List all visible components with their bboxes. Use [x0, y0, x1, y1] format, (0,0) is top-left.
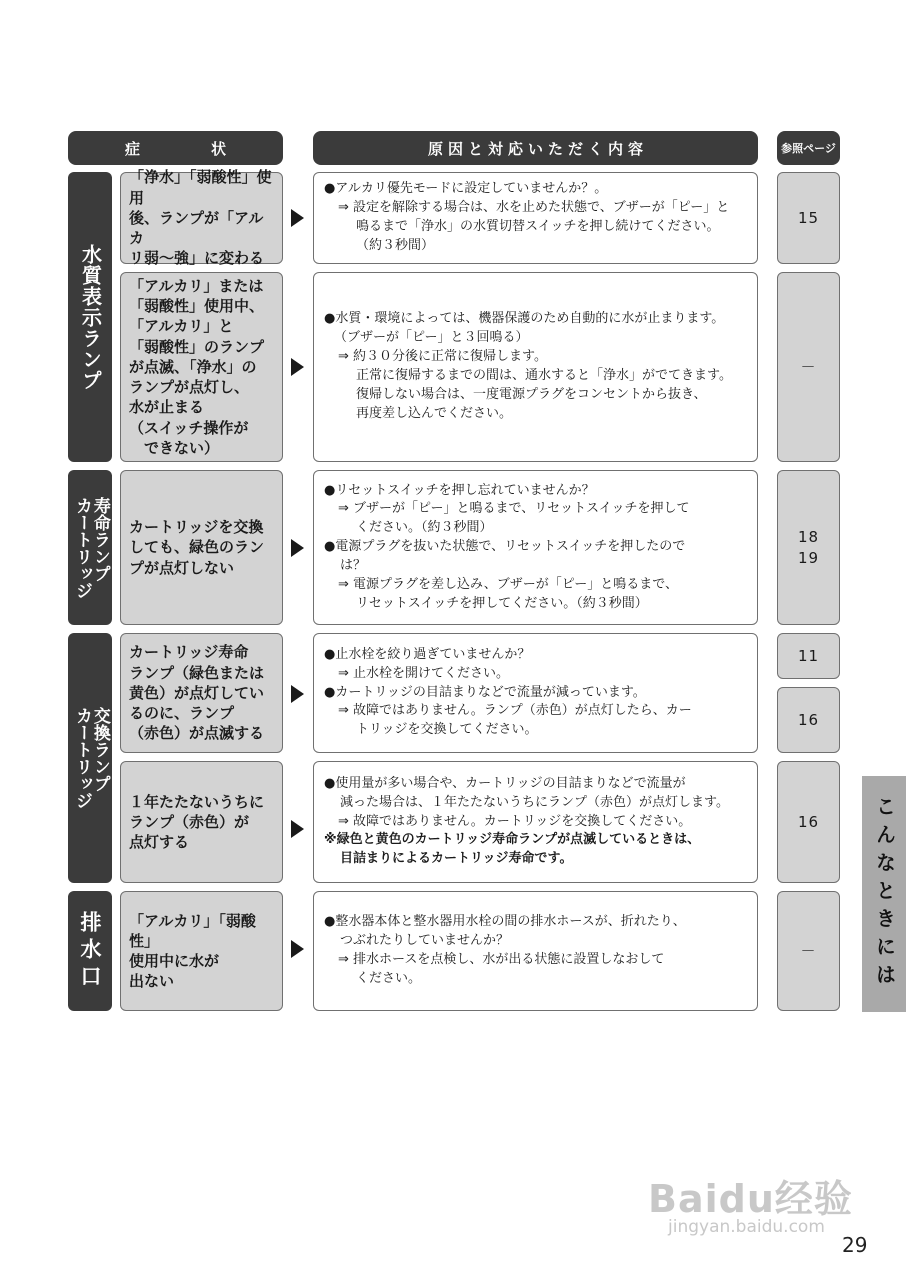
cause-line: ●リセットスイッチを押し忘れていませんか？	[324, 482, 595, 498]
ref-page-cell	[777, 761, 840, 883]
ref-page-number: 18	[797, 527, 820, 546]
cause-line: は？	[340, 557, 367, 573]
symptom-cell: 「浄水」「弱酸性」使用 後、ランプが「アルカ リ弱～強」に変わる	[120, 172, 283, 264]
cause-note: 目詰まりによるカートリッジ寿命です。	[340, 851, 573, 867]
header-cause-label: 原因と対応いただく内容	[427, 139, 648, 158]
cause-line: つぶれたりしていませんか？	[340, 933, 510, 949]
cause-line: ⇒ ブザーが「ピー」と鳴るまで、リセットスイッチを押して	[338, 501, 690, 517]
cause-line: ●電源プラグを抜いた状態で、リセットスイッチを押したので	[324, 539, 686, 555]
arrow-icon	[291, 539, 304, 557]
ref-page-cell	[777, 470, 840, 625]
arrow-icon	[291, 358, 304, 376]
cause-cell	[313, 891, 758, 1011]
header-symptom	[68, 131, 283, 165]
ref-page-number: －	[800, 357, 817, 376]
category-label: 排水口	[78, 910, 103, 992]
cause-line: ⇒ 排水ホースを点検し、水が出る状態に設置しなおして	[338, 952, 665, 967]
cause-line: ●使用量が多い場合や、カートリッジの目詰まりなどで流量が	[324, 775, 686, 791]
ref-page-cell	[777, 687, 840, 753]
ref-page-cell	[777, 272, 840, 462]
cause-line: 再度差し込んでください。	[356, 405, 513, 421]
ref-page-number: －	[800, 941, 817, 960]
category-cartridge-replace-lamp	[68, 633, 112, 883]
cause-line: 正常に復帰するまでの間は、通水すると「浄水」がでてきます。	[356, 368, 732, 383]
category-label: 水質表示ランプ	[78, 243, 103, 391]
arrow-icon	[291, 820, 304, 838]
cause-line: ●水質・環境によっては、機器保護のため自動的に水が止まります。	[324, 311, 725, 327]
watermark-url: jingyan.baidu.com	[668, 1217, 825, 1237]
cause-line: ●止水栓を絞り過ぎていませんか？	[324, 646, 531, 662]
ref-page-number: 11	[797, 646, 820, 665]
category-drain-outlet	[68, 891, 112, 1011]
symptom-cell: 「アルカリ」「弱酸性」 使用中に水が 出ない	[120, 891, 283, 1011]
ref-page-number: 15	[797, 208, 820, 227]
category-label: 寿命ランプ カートリッジ	[72, 496, 110, 599]
header-ref-label: 参照ページ	[781, 142, 836, 155]
cause-line: ⇒ 故障ではありません。カートリッジを交換してください。	[338, 813, 692, 829]
ref-page-cell	[777, 891, 840, 1011]
cause-line: ⇒ 止水栓を開けてください。	[338, 665, 510, 681]
cause-cell	[313, 470, 758, 625]
page-number: 29	[842, 1233, 868, 1257]
header-ref	[777, 131, 840, 165]
cause-line: ください。（約３秒間）	[356, 520, 493, 536]
header-symptom-label: 症 状	[124, 139, 254, 158]
side-index-tab-label: こんなときには	[872, 796, 897, 992]
ref-page-number: 16	[797, 812, 820, 831]
cause-line: ⇒ 設定を解除する場合は、水を止めた状態で、ブザーが「ピー」と	[338, 200, 730, 216]
cause-cell	[313, 761, 758, 883]
cause-line: 復帰しない場合は、一度電源プラグをコンセントから抜き、	[356, 386, 707, 402]
ref-page-cell	[777, 633, 840, 679]
cause-line: ⇒ 電源プラグを差し込み、ブザーが「ピー」と鳴るまで、	[338, 576, 679, 592]
cause-line: ●アルカリ優先モードに設定していませんか？。	[324, 181, 608, 197]
category-water-quality-lamp	[68, 172, 112, 462]
cause-cell	[313, 633, 758, 753]
cause-line: 鳴るまで「浄水」の水質切替スイッチを押し続けてください。	[356, 219, 720, 234]
cause-line: ⇒ 故障ではありません。ランプ（赤色）が点灯したら、カー	[338, 703, 692, 719]
category-cartridge-life-lamp	[68, 470, 112, 625]
header-cause	[313, 131, 758, 165]
cause-line: 減った場合は、１年たたないうちにランプ（赤色）が点灯します。	[340, 794, 729, 810]
cause-line: ください。	[356, 970, 422, 986]
cause-line: （ブザーが「ピー」と３回鳴る）	[334, 330, 529, 346]
cause-cell	[313, 172, 758, 264]
cause-line: ●整水器本体と整水器用水栓の間の排水ホースが、折れたり、	[324, 914, 686, 930]
cause-line: リセットスイッチを押してください。（約３秒間）	[356, 595, 648, 611]
arrow-icon	[291, 940, 304, 958]
cause-note: ※緑色と黄色のカートリッジ寿命ランプが点滅しているときは、	[324, 832, 701, 848]
cause-line: （約３秒間）	[356, 237, 435, 253]
ref-page-number: 16	[797, 710, 820, 729]
symptom-cell: 「アルカリ」または 「弱酸性」使用中、 「アルカリ」と 「弱酸性」のランプ が点滅、「浄水」の ランプが点灯し、 水が止まる （スイッチ操作が できない）	[120, 272, 283, 462]
cause-cell	[313, 272, 758, 462]
symptom-cell: １年たたないうちに ランプ（赤色）が 点灯する	[120, 761, 283, 883]
cause-line: ⇒ 約３０分後に正常に復帰します。	[338, 349, 547, 365]
symptom-cell: カートリッジ寿命 ランプ（緑色または 黄色）が点灯してい るのに、ランプ （赤色）が点滅する	[120, 633, 283, 753]
side-index-tab	[862, 776, 906, 1012]
arrow-icon	[291, 209, 304, 227]
cause-line: トリッジを交換してください。	[356, 722, 538, 738]
ref-page-cell	[777, 172, 840, 264]
cause-line: ●カートリッジの目詰まりなどで流量が減っています。	[324, 684, 646, 700]
category-label: 交換ランプ カートリッジ	[72, 707, 110, 809]
ref-page-number: 19	[797, 548, 820, 567]
watermark-brand: Baidu经验	[648, 1177, 853, 1221]
arrow-icon	[291, 685, 304, 703]
symptom-cell: カートリッジを交換 しても、緑色のラン プが点灯しない	[120, 470, 283, 625]
